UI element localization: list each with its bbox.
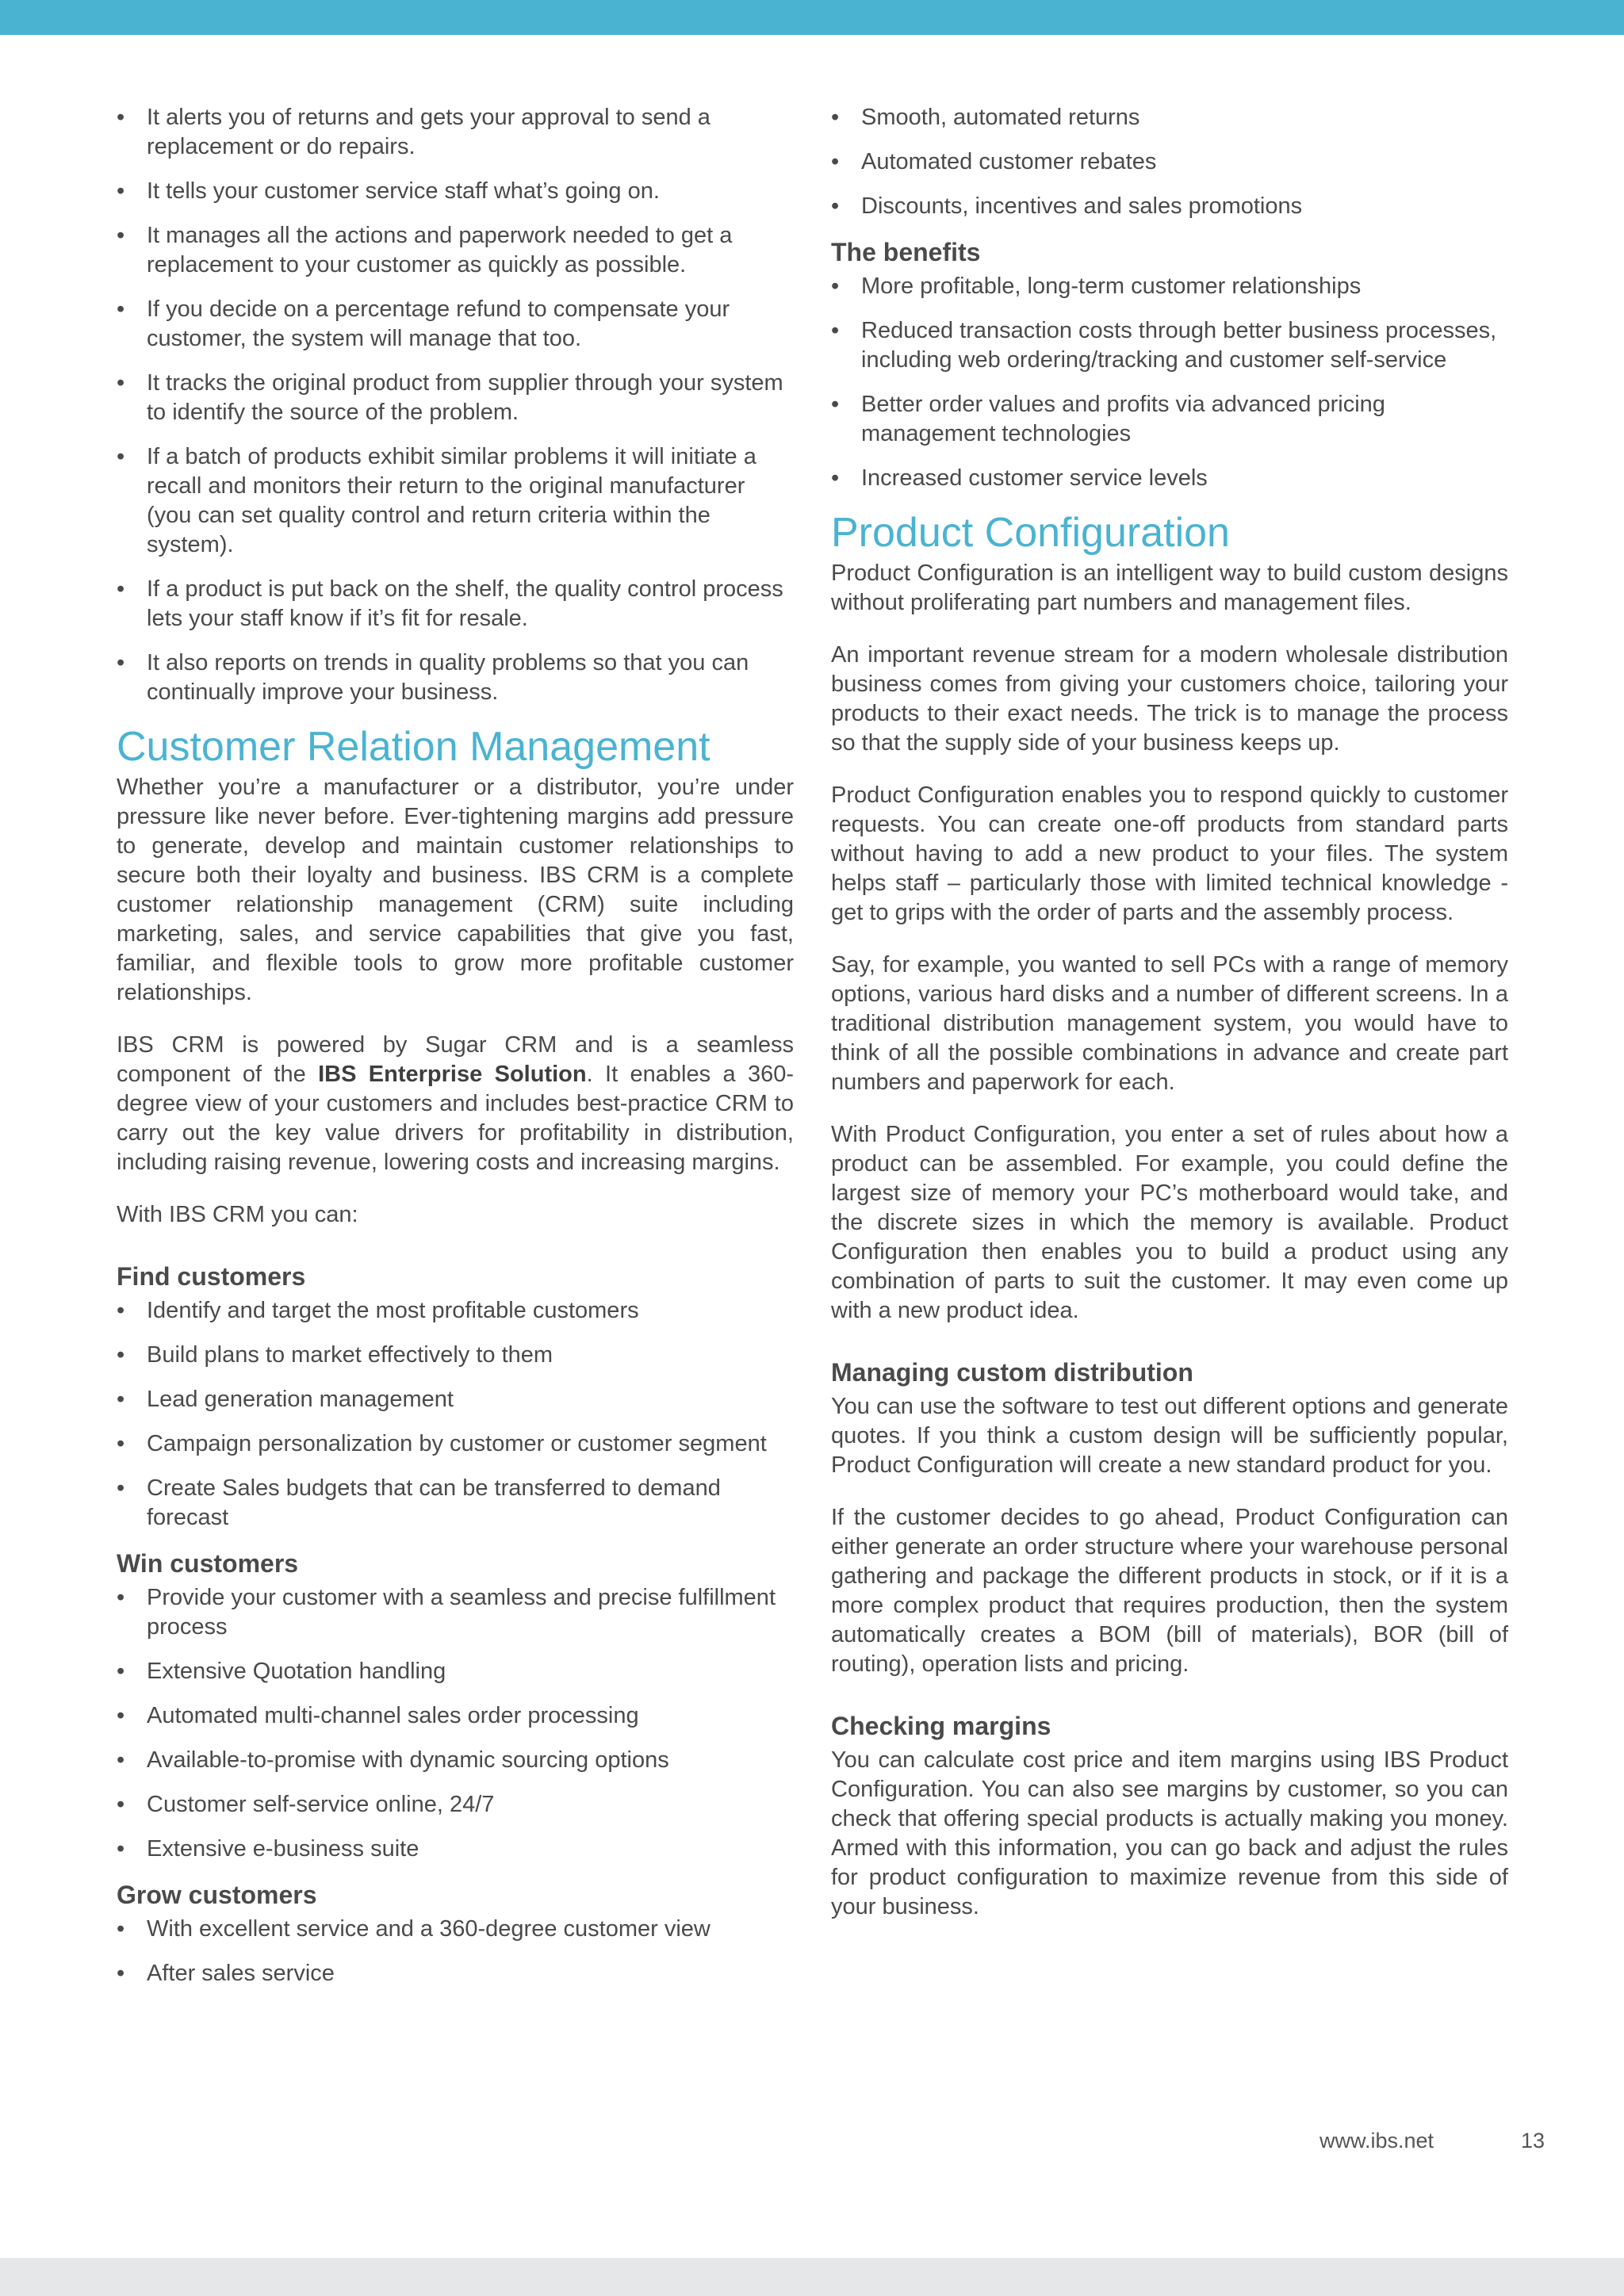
list-item: • Customer self-service online, 24/7: [117, 1790, 794, 1820]
grow-customers-list: [117, 1915, 794, 1988]
list-item: • Automated customer rebates: [831, 147, 1508, 177]
checking-margins-paragraph: You can calculate cost price and item margins using IBS Product Configuration. You can also see margins by customer, so you can check that offering special products is actually making you money. Armed with this information, you can go back and adjust the rules for product configuration to maximize revenue from this side of your business.: [831, 1747, 1508, 1919]
benefits-heading: The benefits: [831, 238, 981, 266]
checking-margins-heading: Checking margins: [831, 1712, 1051, 1740]
list-item: • With excellent service and a 360-degree customer view: [117, 1915, 794, 1944]
product-config-paragraph: An important revenue stream for a modern wholesale distribution business comes from giving your customers choice, tailoring your products to their exact needs. The trick is to manage the process so that the supply side of your business keeps up.: [831, 642, 1508, 756]
list-item: • Better order values and profits via advanced pricing management technologies: [831, 390, 1508, 449]
custom-distribution-heading: Managing custom distribution: [831, 1358, 1193, 1387]
list-item: • Extensive e-business suite: [117, 1835, 794, 1864]
list-item: • Discounts, incentives and sales promotions: [831, 192, 1508, 221]
list-item: • Provide your customer with a seamless and precise fulfillment process: [117, 1583, 794, 1642]
crm-paragraph: Whether you’re a manufacturer or a distributor, you’re under pressure like never before. Ever-tightening margins add pressure to generate, develop and maintain customer relationships to secure both their loyalty and business. IBS CRM is a complete customer relationship management (CRM) suite including marketing, sales, and service capabilities that give you fast, familiar, and flexible tools to grow more profitable customer relationships.: [117, 775, 794, 1005]
custom-distribution-paragraph: If the customer decides to go ahead, Product Configuration can either generate an order structure where your warehouse personal gathering and package the different products in stock, or if it is a more complex product that requires production, then the system automatically creates a BOM (bill of materials), BOR (bill of routing), operation lists and pricing.: [831, 1505, 1508, 1677]
product-configuration-title: Product Configuration: [831, 510, 1230, 556]
list-item: • Extensive Quotation handling: [117, 1657, 794, 1686]
product-config-paragraph: With Product Configuration, you enter a set of rules about how a product can be assembled. For example, you could define the largest size of memory your PC’s motherboard would take, and the discrete sizes in which the memory is available. Product Configuration then enables you to build a product using any combination of parts to suit the customer. It may even come up with a new product idea.: [831, 1122, 1508, 1323]
list-item: • Available-to-promise with dynamic sourcing options: [117, 1746, 794, 1775]
list-item: • It tells your customer service staff what’s going on.: [117, 177, 794, 206]
crm-para2-start: IBS CRM is powered by Sugar CRM and is a seamless component of the: [117, 1032, 794, 1087]
crm-paragraph: [117, 1031, 794, 1177]
find-customers-list: [117, 1296, 794, 1533]
list-item: • It alerts you of returns and gets your approval to send a replacement or do repairs.: [117, 103, 794, 162]
list-item: • Reduced transaction costs through better business processes, including web ordering/tracking and customer self-service: [831, 316, 1508, 375]
list-item: • If you decide on a percentage refund to compensate your customer, the system will manage that too.: [117, 295, 794, 354]
footer-website-url: www.ibs.net: [1320, 2129, 1434, 2152]
crm-section-title: Customer Relation Management: [117, 724, 710, 770]
find-customers-heading: Find customers: [117, 1262, 306, 1291]
bottom-footer-band: [0, 2258, 1624, 2296]
list-item: • Lead generation management: [117, 1385, 794, 1414]
list-item: • If a batch of products exhibit similar problems it will initiate a recall and monitors their return to the original manufacturer (you can set quality control and return criteria within the system).: [117, 442, 794, 560]
promotions-bullet-list: [831, 103, 1508, 221]
list-item: • If a product is put back on the shelf, the quality control process lets your staff know if it’s fit for resale.: [117, 575, 794, 633]
custom-distribution-paragraph: You can use the software to test out different options and generate quotes. If you think a custom design will be sufficiently popular, Product Configuration will create a new standard product for you.: [831, 1394, 1508, 1478]
list-item: • After sales service: [117, 1959, 794, 1988]
product-config-paragraph: Product Configuration enables you to respond quickly to customer requests. You can create one-off products from standard parts without having to add a new product to your files. The system helps staff – particularly those with limited technical knowledge - get to grips with the order of parts and the assembly process.: [831, 783, 1508, 925]
page-number: 13: [1521, 2129, 1545, 2152]
list-item: • Identify and target the most profitable customers: [117, 1296, 794, 1326]
product-config-paragraph: Say, for example, you wanted to sell PCs with a range of memory options, various hard disks and a number of different screens. In a traditional distribution management system, you would have to think of all the possible combinations in advance and create part numbers and paperwork for each.: [831, 952, 1508, 1095]
top-accent-bar: [0, 0, 1624, 35]
list-item: • It also reports on trends in quality problems so that you can continually improve your business.: [117, 649, 794, 707]
list-item: • Increased customer service levels: [831, 464, 1508, 493]
product-config-paragraph: Product Configuration is an intelligent way to build custom designs without proliferating part numbers and management files.: [831, 561, 1508, 615]
list-item: • Create Sales budgets that can be transferred to demand forecast: [117, 1474, 794, 1533]
ibs-enterprise-solution-text: IBS Enterprise Solution: [318, 1062, 587, 1087]
crm-intro-line: With IBS CRM you can:: [117, 1202, 358, 1227]
list-item: • It manages all the actions and paperwork needed to get a replacement to your customer as quickly as possible.: [117, 221, 794, 280]
win-customers-heading: Win customers: [117, 1549, 299, 1578]
list-item: • Smooth, automated returns: [831, 103, 1508, 132]
left-column: [117, 103, 794, 2003]
grow-customers-heading: Grow customers: [117, 1881, 317, 1909]
returns-bullet-list: [117, 103, 794, 707]
benefits-list: [831, 272, 1508, 493]
list-item: • More profitable, long-term customer relationships: [831, 272, 1508, 301]
list-item: • It tracks the original product from supplier through your system to identify the source of the problem.: [117, 369, 794, 427]
win-customers-list: [117, 1583, 794, 1864]
crm-para2-end: . It enables a 360-degree view of your customers and includes best-practice CRM to carry out the key value drivers for profitability in distribution, including raising revenue, lowering costs and increasing margins.: [117, 1062, 794, 1175]
list-item: • Automated multi-channel sales order processing: [117, 1701, 794, 1731]
list-item: • Build plans to market effectively to them: [117, 1341, 794, 1370]
list-item: • Campaign personalization by customer or customer segment: [117, 1429, 794, 1459]
right-column: [831, 103, 1508, 1945]
